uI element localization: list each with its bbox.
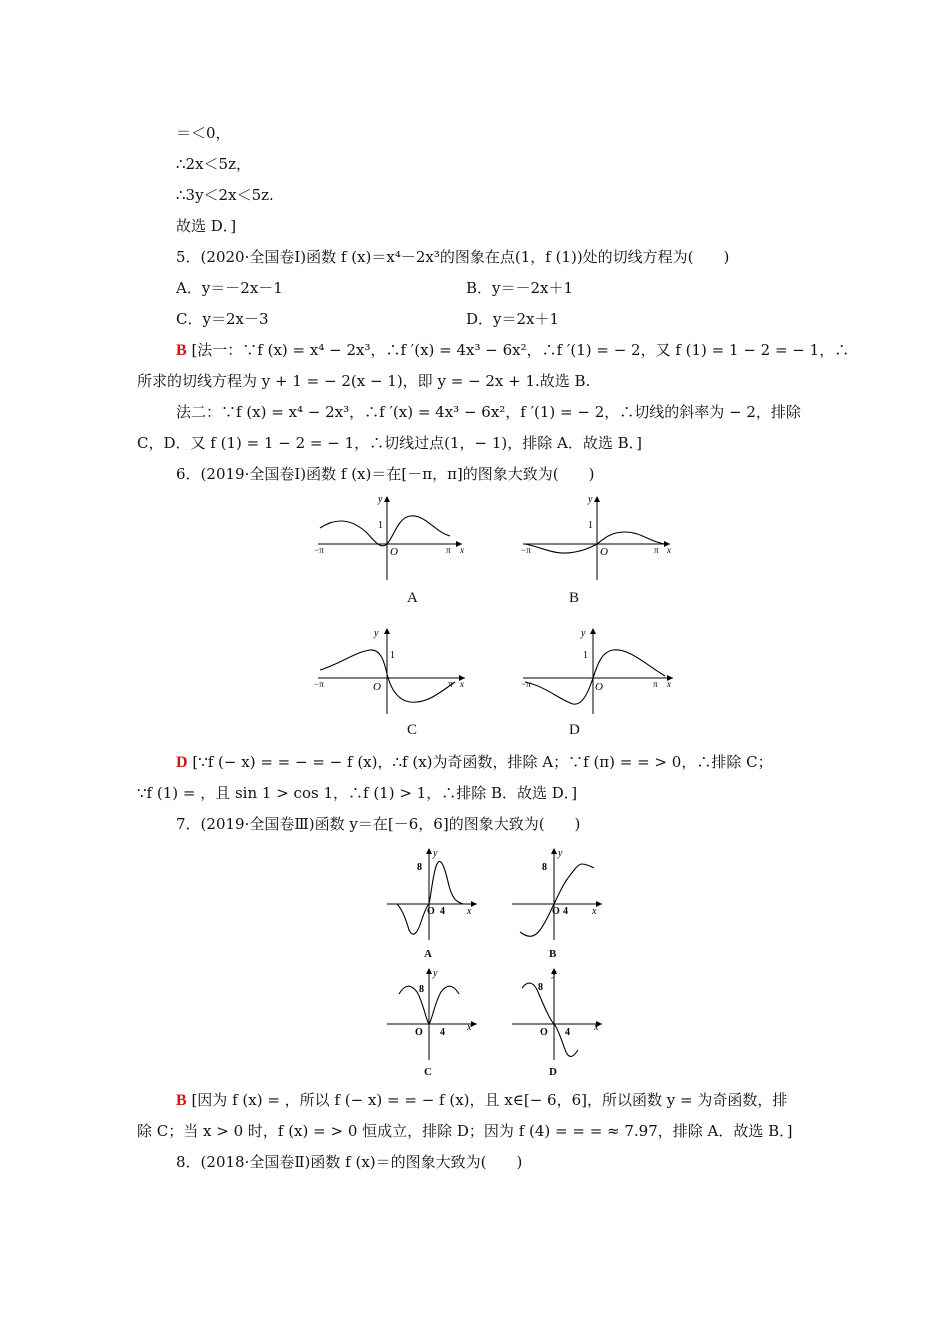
origin-label: O [390, 546, 398, 558]
tick-8: 8 [538, 982, 543, 993]
tick-8: 8 [417, 862, 422, 873]
caption-6b: B [569, 590, 580, 606]
text-line: ∴2x＜5z， [176, 155, 251, 173]
origin-label: O [600, 546, 608, 558]
caption-7d: D [549, 1066, 557, 1078]
text-line: C，D．又 f (1) = 1 − 2 = − 1，∴切线过点(1，− 1)，排除 A．故选 B．] [137, 434, 642, 452]
x-label: x [460, 545, 464, 555]
tick-pi: π [654, 545, 659, 555]
tick-4: 4 [565, 1027, 570, 1038]
origin-label: O [373, 681, 381, 693]
answer-letter: D [176, 754, 188, 771]
question-5-stem: 5．(2020·全国卷Ⅰ)函数 f (x)＝x⁴－2x³的图象在点(1，f (1))处的切线方程为( ) [176, 248, 730, 266]
tick-neg-pi: −π [314, 679, 324, 689]
question-6-stem: 6．(2019·全国卷Ⅰ)函数 f (x)＝在[－π，π]的图象大致为( ) [176, 465, 595, 483]
caption-7b: B [549, 948, 557, 960]
text-line: 所求的切线方程为 y + 1 = − 2(x − 1)，即 y = − 2x + 1.故选 B. [137, 372, 591, 390]
graph-6b [515, 492, 675, 582]
tick-8: 8 [419, 984, 424, 995]
answer-text: [法一：∵f (x) = x⁴ − 2x³，∴f ′(x) = 4x³ − 6x²，∴f ′(1) = − 2，又 f (1) = 1 − 2 = − 1，∴ [191, 341, 850, 359]
caption-6a: A [407, 590, 418, 606]
x-label: x [592, 906, 597, 917]
x-label: x [594, 1022, 599, 1033]
origin-label: O [427, 906, 435, 917]
tick-1: 1 [390, 650, 395, 661]
tick-4: 4 [563, 906, 568, 917]
y-label: y [581, 628, 586, 639]
y-label: y [558, 848, 563, 859]
tick-neg-pi: −π [521, 545, 531, 555]
x-label: x [667, 679, 671, 689]
caption-7c: C [424, 1066, 432, 1078]
caption-7a: A [424, 948, 432, 960]
tick-pi: π [653, 679, 658, 689]
graph-7a [383, 846, 483, 942]
q5-option-c: C．y＝2x－3 [176, 310, 269, 328]
answer-text: [∵f (− x) = = − = − f (x)，∴f (x)为奇函数，排除 A；∵f (π) = = > 0，∴排除 C； [192, 753, 773, 771]
tick-4: 4 [440, 906, 445, 917]
caption-6d: D [569, 722, 580, 738]
x-label: x [467, 1022, 472, 1033]
tick-pi: π [448, 679, 453, 689]
graph-7b [508, 846, 608, 942]
answer-text: [因为 f (x) = ，所以 f (− x) = = − f (x)，且 x∈[− 6，6]，所以函数 y = 为奇函数，排 [191, 1091, 788, 1109]
q5-answer-line [176, 339, 849, 362]
tick-neg-pi: −π [314, 545, 324, 555]
q5-option-b: B．y＝－2x＋1 [466, 279, 574, 297]
text-line: ＝＜0， [176, 124, 231, 142]
x-label: x [460, 679, 464, 689]
question-8-stem: 8．(2018·全国卷Ⅱ)函数 f (x)＝的图象大致为( ) [176, 1153, 523, 1171]
y-label: y [433, 968, 438, 979]
answer-letter: B [176, 342, 187, 359]
y-label: y [433, 848, 438, 859]
origin-label: O [595, 681, 603, 693]
x-label: x [467, 906, 472, 917]
text-line: 法二：∵f (x) = x⁴ − 2x³，∴f ′(x) = 4x³ − 6x²，f ′(1) = − 2，∴切线的斜率为 − 2，排除 [176, 403, 801, 421]
text-line: ∴3y＜2x＜5z. [176, 186, 274, 204]
tick-4: 4 [440, 1027, 445, 1038]
tick-1: 1 [583, 650, 588, 661]
q5-option-d: D．y＝2x＋1 [466, 310, 560, 328]
graph-7c [383, 966, 483, 1062]
text-line: 故选 D．] [176, 217, 237, 235]
graph-6d [515, 624, 675, 716]
y-label: y [552, 968, 557, 979]
caption-6c: C [407, 722, 418, 738]
graph-6a [310, 492, 470, 582]
y-label: y [588, 494, 593, 505]
tick-8: 8 [542, 862, 547, 873]
tick-pi: π [446, 545, 451, 555]
q7-answer-line [176, 1089, 787, 1112]
y-label: y [374, 628, 379, 639]
graph-7d [508, 966, 608, 1062]
origin-label: O [540, 1027, 548, 1038]
q6-answer-line [176, 751, 773, 774]
text-line: ∵f (1) = ，且 sin 1 > cos 1，∴f (1) > 1，∴排除 B．故选 D．] [137, 784, 578, 802]
graph-6c [310, 624, 470, 716]
tick-neg-pi: −π [521, 679, 531, 689]
tick-1: 1 [378, 520, 383, 531]
origin-label: O [415, 1027, 423, 1038]
x-label: x [667, 545, 671, 555]
question-7-stem: 7．(2019·全国卷Ⅲ)函数 y＝在[－6，6]的图象大致为( ) [176, 815, 581, 833]
tick-1: 1 [588, 520, 593, 531]
y-label: y [378, 494, 383, 505]
q5-option-a: A．y＝－2x－1 [176, 279, 283, 297]
text-line: 除 C；当 x > 0 时，f (x) = > 0 恒成立，排除 D；因为 f (4) = = = ≈ 7.97，排除 A．故选 B．] [137, 1122, 793, 1140]
answer-letter: B [176, 1092, 187, 1109]
origin-label: O [552, 906, 560, 917]
